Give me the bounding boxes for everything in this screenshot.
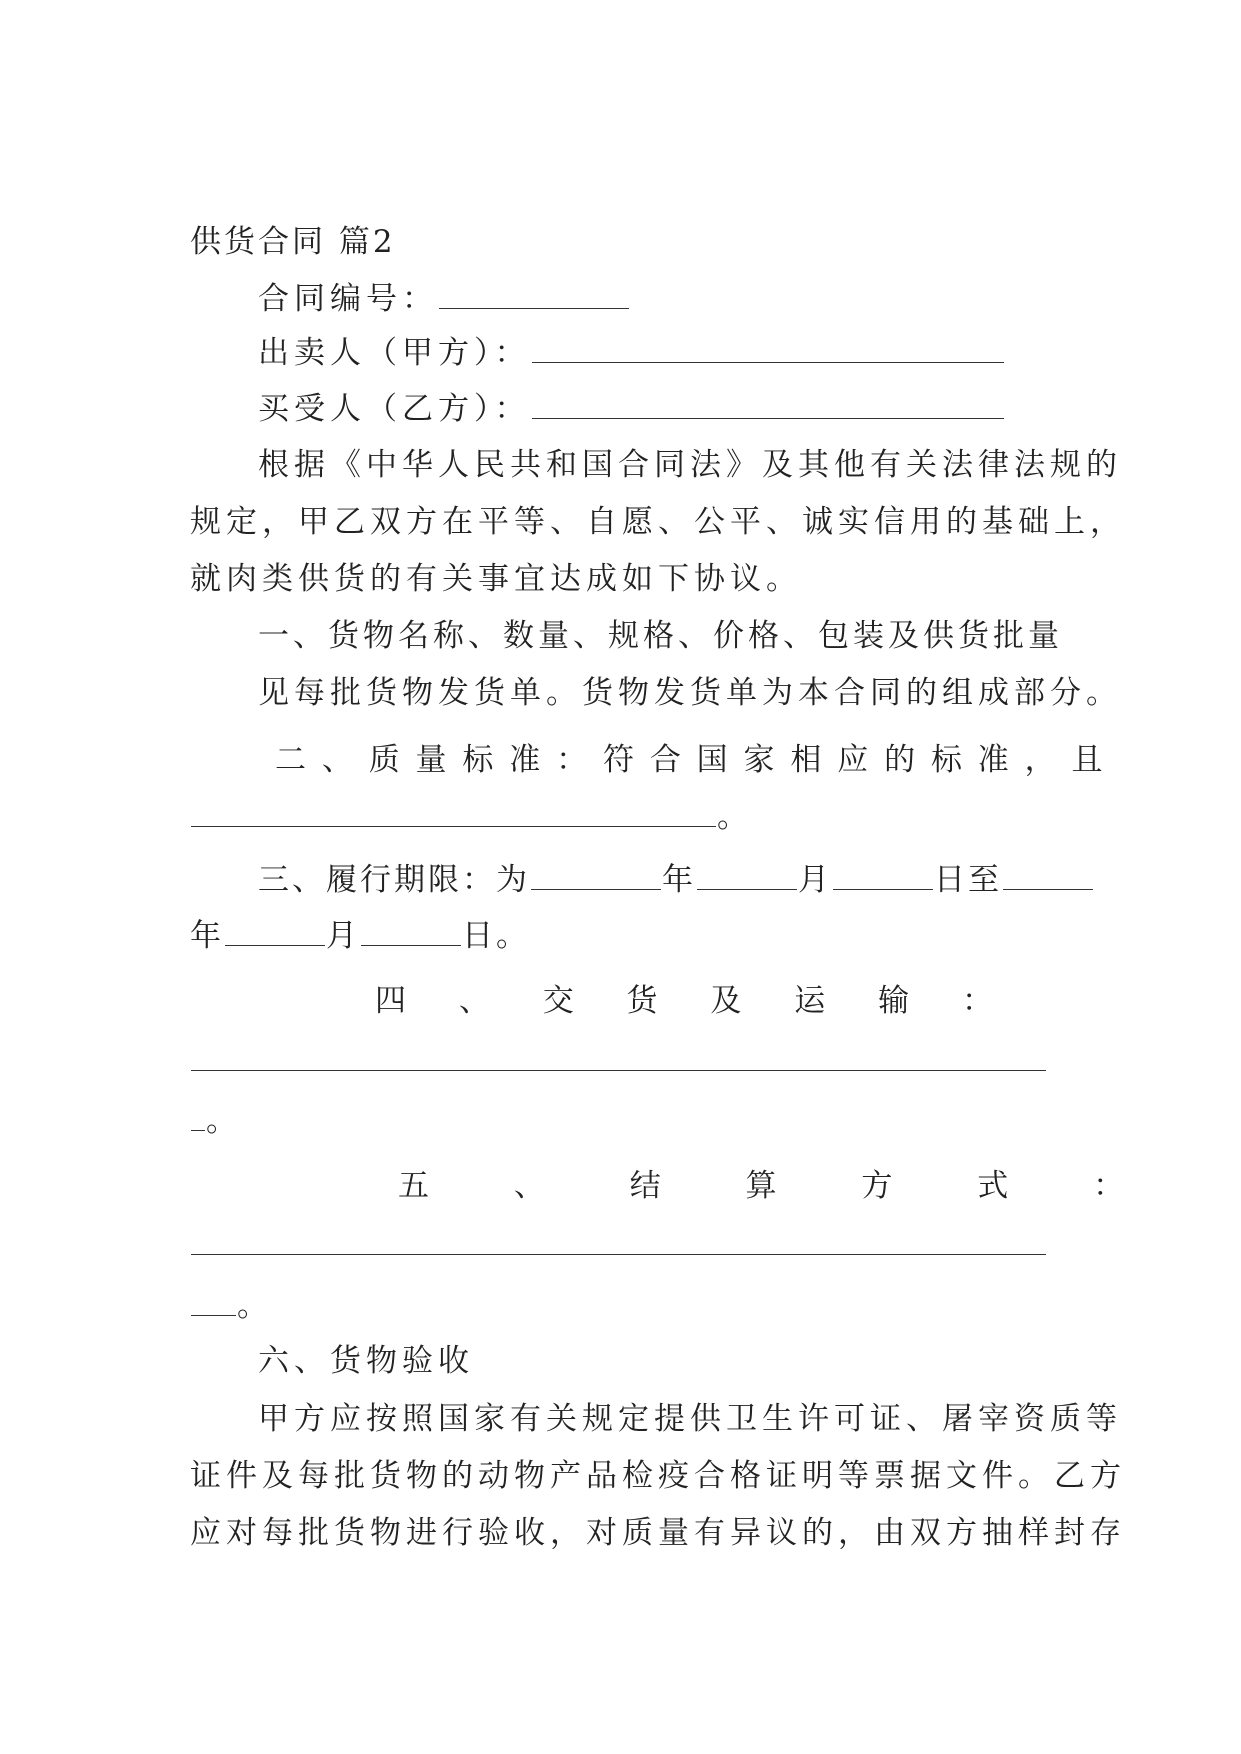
section-2-period: 。 <box>717 799 753 835</box>
section-1-title: 一、货物名称、数量、规格、价格、包装及供货批量 <box>258 618 1063 654</box>
section-6-body-2: 证件及每批货物的动物产品检疫合格证明等票据文件。乙方 <box>190 1458 1126 1494</box>
end-month-blank <box>225 915 325 946</box>
contract-number-line <box>258 278 1128 319</box>
intro-line-2: 规定，甲乙双方在平等、自愿、公平、诚实信用的基础上， <box>190 504 1126 540</box>
section-2-blank <box>191 796 716 827</box>
section-5-period: 。 <box>237 1288 273 1324</box>
buyer-blank <box>532 388 1004 419</box>
section-6-body-3: 应对每批货物进行验收，对质量有异议的，由双方抽样封存 <box>190 1515 1126 1551</box>
section-3-line-2 <box>190 915 1060 956</box>
section-4-period: 。 <box>206 1103 242 1139</box>
section-3-line-1 <box>258 859 1128 900</box>
section-2-blank-line <box>190 796 1060 837</box>
section-2-title: 二 、 质 量 标 准 ： 符 合 国 家 相 应 的 标 准 ， 且 <box>275 742 1106 778</box>
contract-number-blank <box>439 278 629 309</box>
buyer-label: 买受人（乙方）： <box>258 391 531 427</box>
section-5-blank <box>191 1224 1046 1255</box>
section-5-title: 五 、 结 算 方 式 ： <box>398 1168 1125 1204</box>
start-month-label: 月 <box>798 862 832 898</box>
buyer-line <box>258 388 1128 429</box>
section-3-prefix: 三、履行期限：为 <box>258 862 530 898</box>
section-4-title: 四 、 交 货 及 运 输 ： <box>375 983 993 1019</box>
start-day-label: 日至 <box>934 862 1002 898</box>
section-6-body-1: 甲方应按照国家有关规定提供卫生许可证、屠宰资质等 <box>258 1401 1122 1437</box>
start-month-blank <box>697 859 797 890</box>
contract-number-label: 合同编号： <box>258 281 438 317</box>
end-year-blank <box>1003 859 1093 890</box>
section-4-blank <box>191 1040 1046 1071</box>
doc-title: 供货合同 篇2 <box>190 224 396 260</box>
seller-blank <box>532 332 1004 363</box>
section-1-body: 见每批货物发货单。货物发货单为本合同的组成部分。 <box>258 675 1122 711</box>
seller-label: 出卖人（甲方）： <box>258 335 531 371</box>
start-year-blank <box>531 859 661 890</box>
section-4-blank-tail <box>191 1100 205 1131</box>
end-day-label: 日。 <box>462 918 530 954</box>
section-4-end-line <box>190 1100 1060 1141</box>
seller-line <box>258 332 1128 373</box>
intro-line-1: 根据《中华人民共和国合同法》及其他有关法律法规的 <box>258 447 1122 483</box>
end-year-label: 年 <box>190 918 224 954</box>
section-5-end-line <box>190 1285 1060 1326</box>
section-6-title: 六、货物验收 <box>258 1343 474 1379</box>
section-5-blank-line <box>190 1224 1060 1265</box>
section-4-blank-line <box>190 1040 1060 1081</box>
section-5-blank-tail <box>191 1285 236 1316</box>
start-day-blank <box>833 859 933 890</box>
start-year-label: 年 <box>662 862 696 898</box>
intro-line-3: 就肉类供货的有关事宜达成如下协议。 <box>190 561 802 597</box>
end-day-blank <box>361 915 461 946</box>
end-month-label: 月 <box>326 918 360 954</box>
